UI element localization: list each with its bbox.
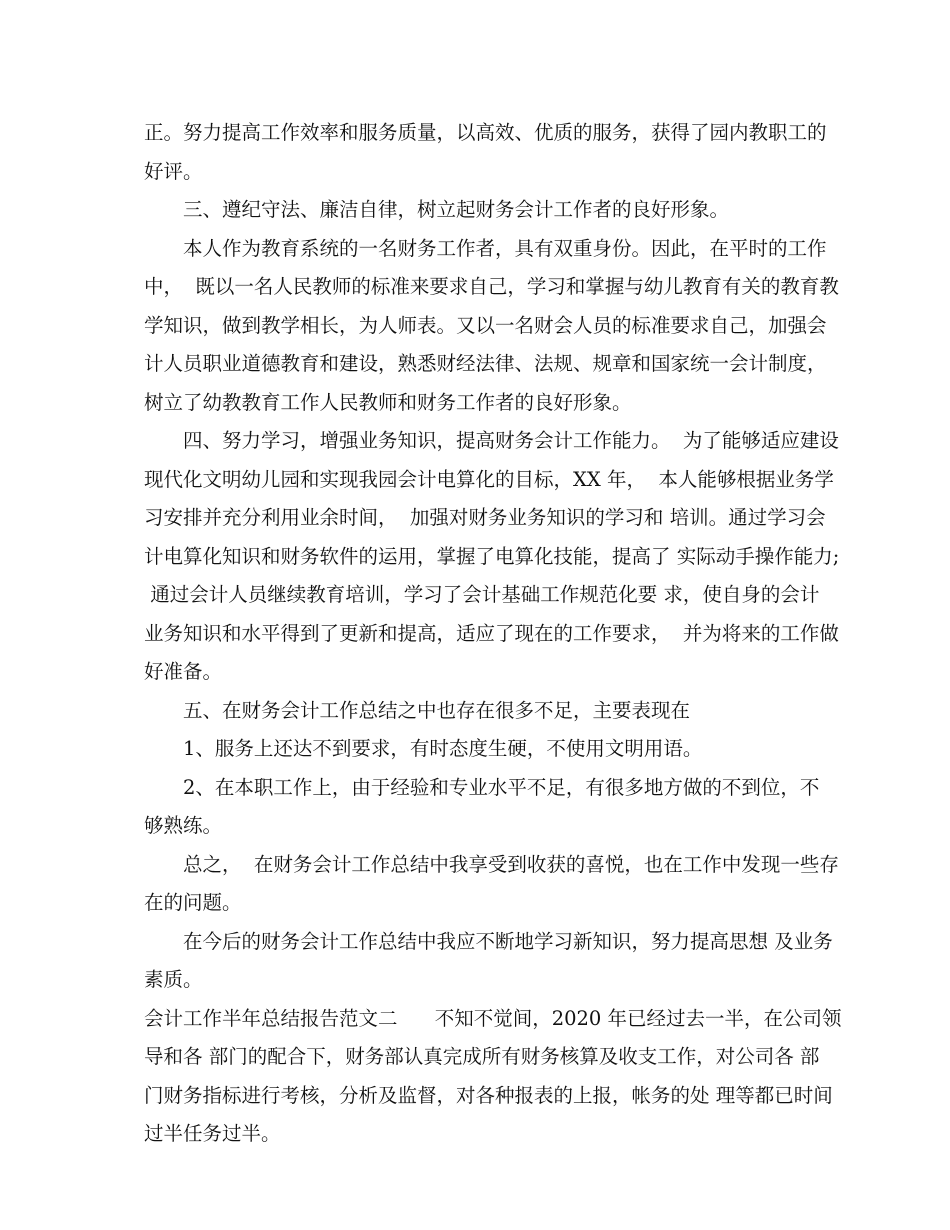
text-line: 好准备。 [144, 660, 223, 683]
text-line: 中， 既以一名人民教师的标准来要求自己，学习和掌握与幼儿教育有关的教育教 [144, 275, 839, 298]
text-line: 习安排并充分利用业余时间， 加强对财务业务知识的学习和 培训。通过学习会 [144, 506, 826, 529]
text-line: 素质。 [144, 968, 203, 991]
text-line: 五、在财务会计工作总结之中也存在很多不足，主要表现在 [183, 698, 691, 722]
document-body [144, 114, 842, 1154]
text-line: 通过会计人员继续教育培训，学习了会计基础工作规范化要 求，使自身的会计 [144, 583, 820, 606]
text-line: 学知识，做到教学相长，为人师表。又以一名财会人员的标准要求自己，加强会 [144, 313, 827, 337]
text-line: 过半任务过半。 [144, 1122, 281, 1145]
text-line: 正。努力提高工作效率和服务质量，以高效、优质的服务，获得了园内教职工的 [144, 121, 827, 144]
text-line: 树立了幼教教育工作人民教师和财务工作者的良好形象。 [144, 390, 632, 414]
text-line: 够熟练。 [144, 814, 223, 837]
text-line: 总之， 在财务会计工作总结中我享受到收获的喜悦，也在工作中发现一些存 [183, 852, 839, 876]
text-line: 现代化文明幼儿园和实现我园会计电算化的目标，XX 年， 本人能够根据业务学 [144, 467, 834, 491]
text-line: 门财务指标进行考核，分析及监督，对各种报表的上报，帐务的处 理等都已时间 [144, 1083, 833, 1107]
text-line: 1、服务上还达不到要求，有时态度生硬，不使用文明用语。 [183, 737, 703, 760]
text-line: 业务知识和水平得到了更新和提高，适应了现在的工作要求， 并为将来的工作做 [144, 621, 839, 645]
text-line: 计电算化知识和财务软件的运用，掌握了电算化技能，提高了 实际动手操作能力; [144, 544, 840, 568]
text-line: 在的问题。 [144, 891, 242, 914]
text-line: 计人员职业道德教育和建设，熟悉财经法律、法规、规章和国家统一会计制度， [144, 352, 827, 375]
text-line: 会计工作半年总结报告范文二 不知不觉间，2020 年已经过去一半，在公司领 [144, 1006, 842, 1030]
text-line: 四、努力学习，增强业务知识，提高财务会计工作能力。 为了能够适应建设 [183, 429, 839, 452]
text-line: 2、在本职工作上，由于经验和专业水平不足，有很多地方做的不到位，不 [183, 775, 820, 799]
text-line: 好评。 [144, 159, 203, 183]
text-line: 导和各 部门的配合下，财务部认真完成所有财务核算及收支工作，对公司各 部 [144, 1045, 820, 1068]
text-line: 三、遵纪守法、廉洁自律，树立起财务会计工作者的良好形象。 [183, 198, 730, 221]
text-line: 在今后的财务会计工作总结中我应不断地学习新知识，努力提高思想 及业务 [183, 929, 833, 953]
text-line: 本人作为教育系统的一名财务工作者，具有双重身份。因此，在平时的工作 [183, 236, 827, 260]
